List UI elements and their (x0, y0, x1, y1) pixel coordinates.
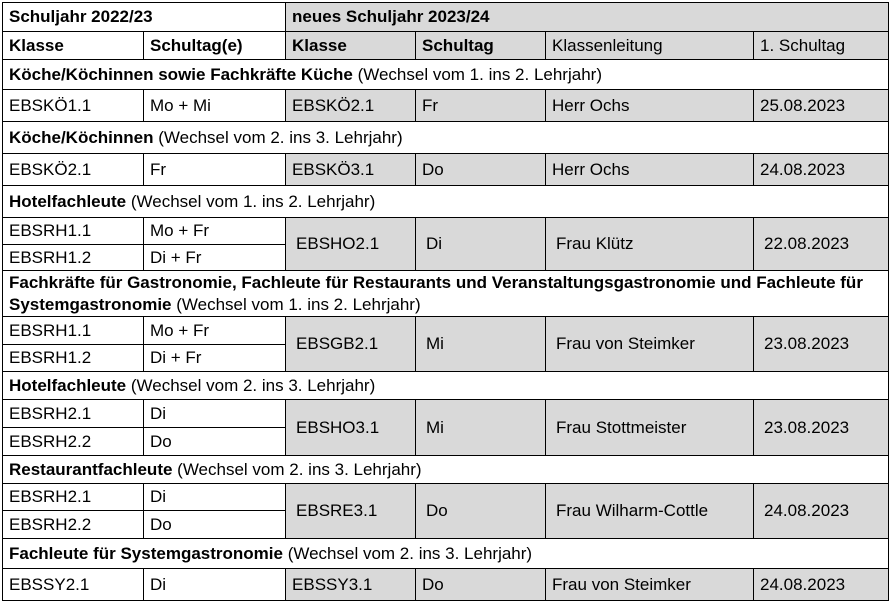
old-schultage-cell: Do (144, 511, 286, 539)
section-title (3, 456, 889, 484)
old-schultage-cell: Di + Fr (144, 345, 286, 372)
old-schultage-cell: Fr (144, 154, 286, 186)
erster-schultag-cell: 24.08.2023 (754, 154, 889, 186)
klassenleitung-cell: Frau von Steimker (546, 569, 754, 601)
old-schultage-cell: Do (144, 428, 286, 456)
old-klasse-cell: EBSRH2.2 (3, 511, 144, 539)
old-klasse-cell: EBSSY2.1 (3, 569, 144, 601)
section-note-text: (Wechsel vom 1. ins 2. Lehrjahr) (171, 294, 421, 314)
new-schultag-cell: Do (416, 484, 546, 539)
table-row (3, 400, 889, 428)
col-header-erster-schultag: 1. Schultag (754, 32, 889, 60)
new-klasse-cell: EBSHO3.1 (286, 400, 416, 456)
klassenleitung-cell: Frau von Steimker (546, 317, 754, 372)
column-header-row (3, 32, 889, 60)
klassenleitung-cell: Frau Klütz (546, 218, 754, 271)
col-header-klasse-old: Klasse (3, 32, 144, 60)
old-year-header: Schuljahr 2022/23 (3, 3, 286, 32)
old-schultage-cell: Di (144, 484, 286, 511)
section-title-row (3, 372, 889, 400)
old-klasse-cell: EBSRH1.1 (3, 317, 144, 345)
erster-schultag-cell: 24.08.2023 (754, 484, 889, 539)
section-note-text: (Wechsel vom 1. ins 2. Lehrjahr) (126, 191, 376, 211)
section-title (3, 372, 889, 400)
col-header-schultage-old: Schultag(e) (144, 32, 286, 60)
erster-schultag-cell: 25.08.2023 (754, 90, 889, 122)
section-note-text: (Wechsel vom 2. ins 3. Lehrjahr) (172, 459, 422, 479)
old-klasse-cell: EBSRH2.1 (3, 400, 144, 428)
erster-schultag-cell: 23.08.2023 (754, 317, 889, 372)
old-schultage-cell: Mo + Fr (144, 218, 286, 245)
new-schultag-cell: Fr (416, 90, 546, 122)
klassenleitung-cell: Frau Wilharm-Cottle (546, 484, 754, 539)
new-schultag-cell: Mi (416, 400, 546, 456)
old-klasse-cell: EBSKÖ2.1 (3, 154, 144, 186)
table-row (3, 317, 889, 345)
section-note-text: (Wechsel vom 2. ins 3. Lehrjahr) (153, 127, 403, 147)
section-title-row (3, 271, 889, 317)
col-header-klasse-new: Klasse (286, 32, 416, 60)
section-title (3, 271, 889, 317)
old-schultage-cell: Mo + Mi (144, 90, 286, 122)
schedule-table-body (3, 3, 889, 601)
erster-schultag-cell: 23.08.2023 (754, 400, 889, 456)
table-row (3, 218, 889, 245)
new-schultag-cell: Do (416, 154, 546, 186)
old-klasse-cell: EBSRH1.2 (3, 245, 144, 271)
new-klasse-cell: EBSRE3.1 (286, 484, 416, 539)
table-row (3, 90, 889, 122)
section-note-text: (Wechsel vom 2. ins 3. Lehrjahr) (282, 543, 533, 563)
old-klasse-cell: EBSRH1.2 (3, 345, 144, 372)
section-title-row (3, 122, 889, 154)
section-title (3, 122, 889, 154)
old-schultage-cell: Di + Fr (144, 245, 286, 271)
new-schultag-cell: Mi (416, 317, 546, 372)
new-klasse-cell: EBSGB2.1 (286, 317, 416, 372)
erster-schultag-cell: 24.08.2023 (754, 569, 889, 601)
section-title-text: Hotelfachleute (9, 191, 127, 211)
section-title-row (3, 456, 889, 484)
old-klasse-cell: EBSRH1.1 (3, 218, 144, 245)
table-row (3, 154, 889, 186)
section-title (3, 539, 889, 569)
new-klasse-cell: EBSHO2.1 (286, 218, 416, 271)
old-klasse-cell: EBSRH2.1 (3, 484, 144, 511)
col-header-schultag-new: Schultag (416, 32, 546, 60)
section-title-text: Fachleute für Systemgastronomie (9, 543, 283, 563)
schedule-table (2, 2, 889, 601)
section-note-text: (Wechsel vom 2. ins 3. Lehrjahr) (126, 375, 376, 395)
section-title-row (3, 60, 889, 90)
section-note-text: (Wechsel vom 1. ins 2. Lehrjahr) (352, 64, 602, 84)
col-header-klassenleitung: Klassenleitung (546, 32, 754, 60)
table-row (3, 569, 889, 601)
section-title (3, 60, 889, 90)
old-schultage-cell: Di (144, 569, 286, 601)
section-title-text: Köche/Köchinnen (9, 127, 154, 147)
klassenleitung-cell: Frau Stottmeister (546, 400, 754, 456)
section-title-row (3, 186, 889, 218)
erster-schultag-cell: 22.08.2023 (754, 218, 889, 271)
old-klasse-cell: EBSRH2.2 (3, 428, 144, 456)
new-klasse-cell: EBSKÖ2.1 (286, 90, 416, 122)
section-title (3, 186, 889, 218)
klassenleitung-cell: Herr Ochs (546, 154, 754, 186)
new-schultag-cell: Do (416, 569, 546, 601)
old-schultage-cell: Di (144, 400, 286, 428)
new-klasse-cell: EBSSY3.1 (286, 569, 416, 601)
section-title-text: Restaurantfachleute (9, 459, 173, 479)
old-schultage-cell: Mo + Fr (144, 317, 286, 345)
new-klasse-cell: EBSKÖ3.1 (286, 154, 416, 186)
year-header-row (3, 3, 889, 32)
section-title-text: Fachkräfte für Gastronomie, Fachleute für Restaurants und Veranstaltungsgastronomie und Fachleute für Systemgastronomie (9, 272, 863, 314)
klassenleitung-cell: Herr Ochs (546, 90, 754, 122)
old-klasse-cell: EBSKÖ1.1 (3, 90, 144, 122)
section-title-row (3, 539, 889, 569)
new-schultag-cell: Di (416, 218, 546, 271)
new-year-header: neues Schuljahr 2023/24 (286, 3, 889, 32)
section-title-text: Hotelfachleute (9, 375, 127, 395)
table-row (3, 484, 889, 511)
section-title-text: Köche/Köchinnen sowie Fachkräfte Küche (9, 64, 353, 84)
